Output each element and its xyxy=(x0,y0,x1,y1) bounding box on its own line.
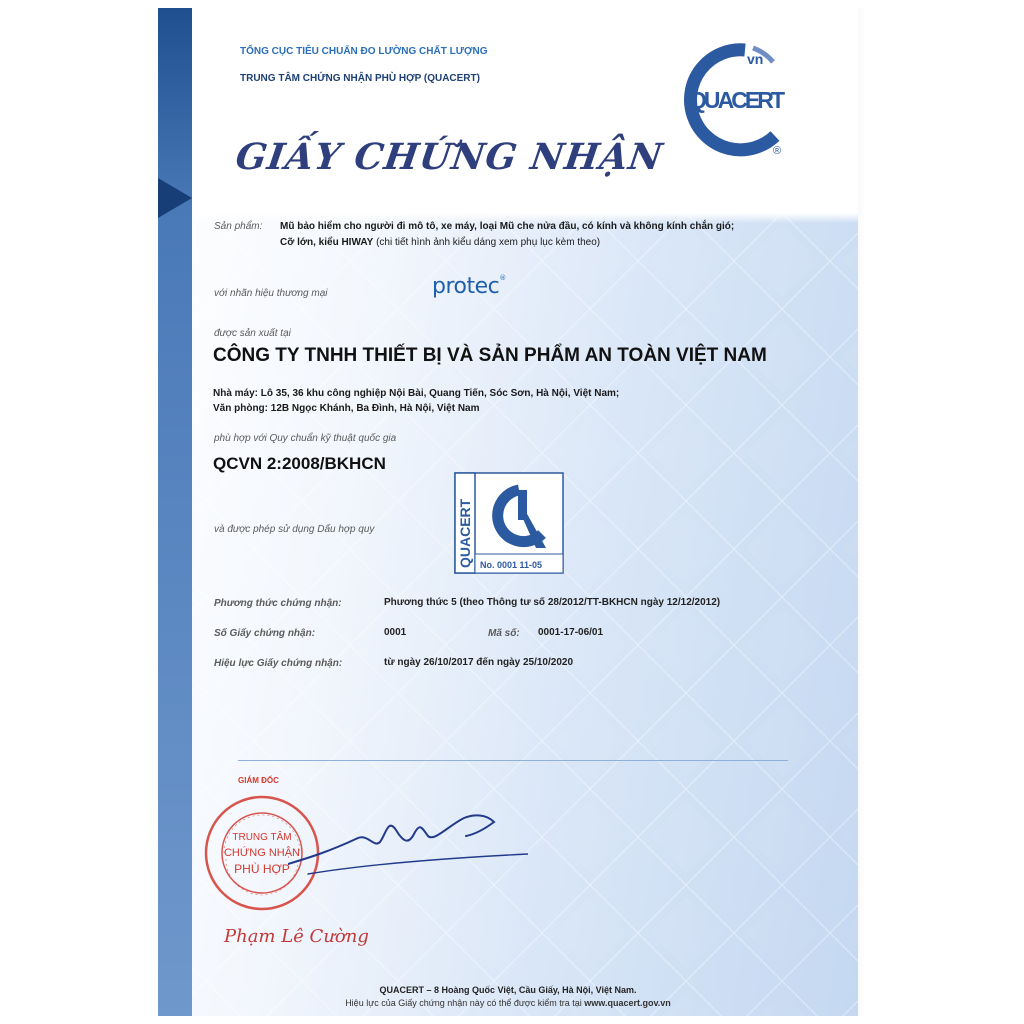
factory-address: Nhà máy: Lô 35, 36 khu công nghiệp Nội Bài, Quang Tiến, Sóc Sơn, Hà Nội, Việt Nam; xyxy=(213,388,620,399)
regulation-label: phù hợp với Quy chuẩn kỹ thuật quốc gia xyxy=(214,433,397,444)
brand-name: protec xyxy=(432,274,500,299)
product-label: Sản phẩm: xyxy=(214,221,263,232)
code-label: Mã số: xyxy=(488,628,520,639)
certificate-page xyxy=(158,8,858,1016)
product-line-2 xyxy=(280,237,600,248)
mark-vertical-text: QUACERT xyxy=(457,498,473,568)
seal-text-2: CHỨNG NHẬN xyxy=(223,847,301,859)
brand-mark: ® xyxy=(499,274,506,282)
footer-verify-url[interactable]: www.quacert.gov.vn xyxy=(584,998,671,1008)
cert-number-value: 0001 xyxy=(384,627,407,638)
method-label: Phương thức chứng nhận: xyxy=(214,598,342,609)
seal-text-1: TRUNG TÂM xyxy=(232,832,292,843)
logo-sub-text: vn xyxy=(747,51,764,67)
conformity-mark xyxy=(454,472,564,574)
conformity-mark-label: và được phép sử dụng Dấu hợp quy xyxy=(214,524,375,535)
band-notch xyxy=(158,178,192,218)
method-value: Phương thức 5 (theo Thông tư số 28/2012/TT-BKHCN ngày 12/12/2012) xyxy=(384,597,721,608)
footer-verify-text: Hiệu lực của Giấy chứng nhận này có thể được kiểm tra tại xyxy=(345,998,585,1008)
regulation-code: QCVN 2:2008/BKHCN xyxy=(213,454,386,473)
brand-logo xyxy=(432,274,506,299)
seal-text-3: PHÙ HỢP xyxy=(234,862,290,876)
code-value: 0001-17-06/01 xyxy=(538,627,604,638)
product-model: Cỡ lớn, kiểu HIWAY xyxy=(280,237,374,248)
signature-divider xyxy=(238,760,788,761)
logo-text: QUACERT xyxy=(689,87,785,113)
org-line-1: TỔNG CỤC TIÊU CHUẨN ĐO LƯỜNG CHẤT LƯỢNG xyxy=(240,46,488,57)
trademark-label: với nhãn hiệu thương mại xyxy=(214,288,328,299)
certificate-title: GIẤY CHỨNG NHẬN xyxy=(233,136,666,178)
validity-value: từ ngày 26/10/2017 đến ngày 25/10/2020 xyxy=(384,657,574,668)
mark-number: No. 0001 11-05 xyxy=(480,560,543,570)
product-note: (chi tiết hình ảnh kiểu dáng xem phụ lục kèm theo) xyxy=(373,237,601,248)
office-address: Văn phòng: 12B Ngọc Khánh, Ba Đình, Hà Nội, Việt Nam xyxy=(213,403,480,414)
quacert-logo xyxy=(673,36,793,166)
product-line-1: Mũ bảo hiểm cho người đi mô tô, xe máy, loại Mũ che nửa đầu, có kính và không kính chắn gió; xyxy=(280,221,735,232)
manufacturer-label: được sản xuất tại xyxy=(214,328,291,339)
left-color-band xyxy=(158,8,192,1016)
org-line-2: TRUNG TÂM CHỨNG NHẬN PHÙ HỢP (QUACERT) xyxy=(240,73,480,84)
cert-number-label: Số Giấy chứng nhận: xyxy=(214,628,316,639)
footer-address: QUACERT – 8 Hoàng Quốc Việt, Cầu Giấy, Hà Nội, Việt Nam. xyxy=(379,985,637,995)
registered-mark: ® xyxy=(773,145,782,157)
handwritten-signature xyxy=(288,808,528,878)
director-title: GIÁM ĐỐC xyxy=(238,776,279,785)
footer-verify xyxy=(158,998,858,1008)
validity-label: Hiệu lực Giấy chứng nhận: xyxy=(214,658,343,669)
signer-name: Phạm Lê Cường xyxy=(224,926,369,947)
company-name: CÔNG TY TNHH THIẾT BỊ VÀ SẢN PHẨM AN TOÀN VIỆT NAM xyxy=(213,345,767,366)
